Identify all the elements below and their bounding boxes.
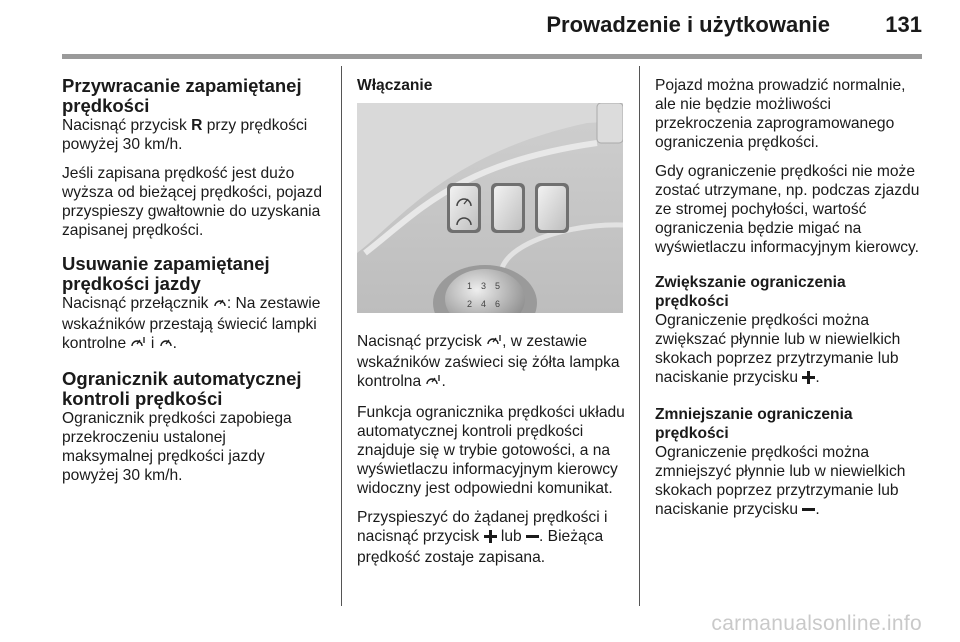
gear-label: 4 xyxy=(481,299,487,309)
figure-switch-panel xyxy=(357,103,627,318)
plus-icon xyxy=(484,529,497,548)
text: Nacisnąć przycisk xyxy=(357,333,487,350)
text-line: przekroczeniu ustalonej xyxy=(62,429,226,446)
text: Nacisnąć przełącznik xyxy=(62,295,213,312)
paragraph xyxy=(357,332,627,393)
gear-label: 1 xyxy=(467,281,473,291)
paragraph xyxy=(62,294,330,355)
column-3 xyxy=(655,76,923,531)
page-number: 131 xyxy=(885,12,922,37)
speed-limiter-icon xyxy=(425,374,441,393)
watermark: carmanualsonline.info xyxy=(711,612,922,635)
plus-icon xyxy=(802,370,815,389)
paragraph: Funkcja ogranicznika prędkości układu automatycznej kontroli prędkości znajduje się w trybie gotowości, a na wyświetlaczu informacyjnym kierowcy widoczny jest odpowiedni komunikat. xyxy=(357,404,625,497)
paragraph xyxy=(62,116,330,154)
page-header-title: Prowadzenie i użytkowanie xyxy=(546,12,830,37)
heading-line: Przywracanie zapamiętanej xyxy=(62,75,302,96)
column-divider-2 xyxy=(639,66,640,606)
text: . Bieżąca prędkość zostaje zapisana. xyxy=(357,528,604,566)
column-divider-1 xyxy=(341,66,342,606)
heading-line: kontroli prędkości xyxy=(62,388,223,409)
section-clear-speed xyxy=(62,254,330,355)
paragraph: Jeśli zapisana prędkość jest dużo wyższa od bieżącej prędkości, pojazd przyspieszy gwałtownie do uzyskania zapisanej prędkości. xyxy=(62,165,323,239)
gear-label: 3 xyxy=(481,281,487,291)
text: . xyxy=(815,369,820,386)
paragraph xyxy=(655,311,923,389)
text: lub xyxy=(496,528,527,545)
text: Ograniczenie prędkości można zmniejszyć płynnie lub w niewielkich skokach poprzez przytrzymanie lub naciskanie przycisku xyxy=(655,444,906,518)
gear-label: 5 xyxy=(495,281,501,291)
text: i xyxy=(146,335,159,352)
text: Nacisnąć przycisk xyxy=(62,117,192,134)
section-heading xyxy=(62,76,330,116)
header-divider xyxy=(62,54,922,59)
switch-panel-illustration xyxy=(357,103,623,313)
paragraph xyxy=(357,508,627,567)
text: , w zestawie wskaźników zaświeci się żółta lampka kontrolna xyxy=(357,333,620,390)
text: Ograniczenie prędkości można zwiększać płynnie lub w niewielkich skokach poprzez przytrzymanie lub naciskanie przycisku xyxy=(655,312,901,386)
text: Przyspieszyć do żądanej prędkości i nacisnąć przycisk xyxy=(357,509,608,545)
key-label-r: R xyxy=(191,117,203,134)
section-heading xyxy=(62,369,330,409)
speed-limiter-button xyxy=(447,183,481,233)
gear-label: 2 xyxy=(467,299,473,309)
speed-limiter-off-icon xyxy=(159,336,173,355)
text: . xyxy=(172,335,177,352)
gear-label: 6 xyxy=(495,299,501,309)
section-speed-limiter xyxy=(62,369,330,485)
section-heading-decrease: Zmniejszanie ograniczenia prędkości xyxy=(655,406,853,442)
section-heading-increase: Zwiększanie ograniczenia prędkości xyxy=(655,274,846,310)
paragraph: Pojazd można prowadzić normalnie, ale nie będzie możliwości przekroczenia zaprogramowanego ograniczenia prędkości. xyxy=(655,77,906,151)
heading-line: Ogranicznik automatycznej xyxy=(62,368,302,389)
minus-icon xyxy=(526,529,539,548)
column-1 xyxy=(62,76,330,499)
heading-line: prędkości xyxy=(62,95,150,116)
section-restore-speed xyxy=(62,76,330,240)
text: . xyxy=(815,501,820,518)
speed-limiter-icon xyxy=(130,336,146,355)
paragraph xyxy=(655,443,923,521)
speed-limiter-off-icon xyxy=(213,296,227,315)
blank-switch xyxy=(491,183,525,233)
heading-line: Usuwanie zapamiętanej xyxy=(62,253,270,274)
text: . xyxy=(441,373,446,390)
minus-icon xyxy=(802,502,815,521)
blank-switch xyxy=(535,183,569,233)
text-line: maksymalnej prędkości jazdy xyxy=(62,448,265,465)
speed-limiter-icon xyxy=(486,334,502,353)
text: przy prędkości powyżej 30 km/h. xyxy=(62,117,308,153)
section-heading xyxy=(62,254,330,294)
column-2 xyxy=(357,76,627,577)
text-line: Ogranicznik prędkości zapobiega xyxy=(62,410,292,427)
heading-line: prędkości jazdy xyxy=(62,273,201,294)
paragraph: Gdy ograniczenie prędkości nie może zostać utrzymane, np. podczas zjazdu ze stromej pochyłości, wartość ograniczenia będzie migać na wyświetlaczu informacyjnym kierowcy. xyxy=(655,163,920,256)
paragraph xyxy=(62,409,330,485)
section-heading-enable: Włączanie xyxy=(357,77,433,94)
text: : Na zestawie wskaźników przestają świecić lampki kontrolne xyxy=(62,295,321,352)
text-line: powyżej 30 km/h. xyxy=(62,467,183,484)
